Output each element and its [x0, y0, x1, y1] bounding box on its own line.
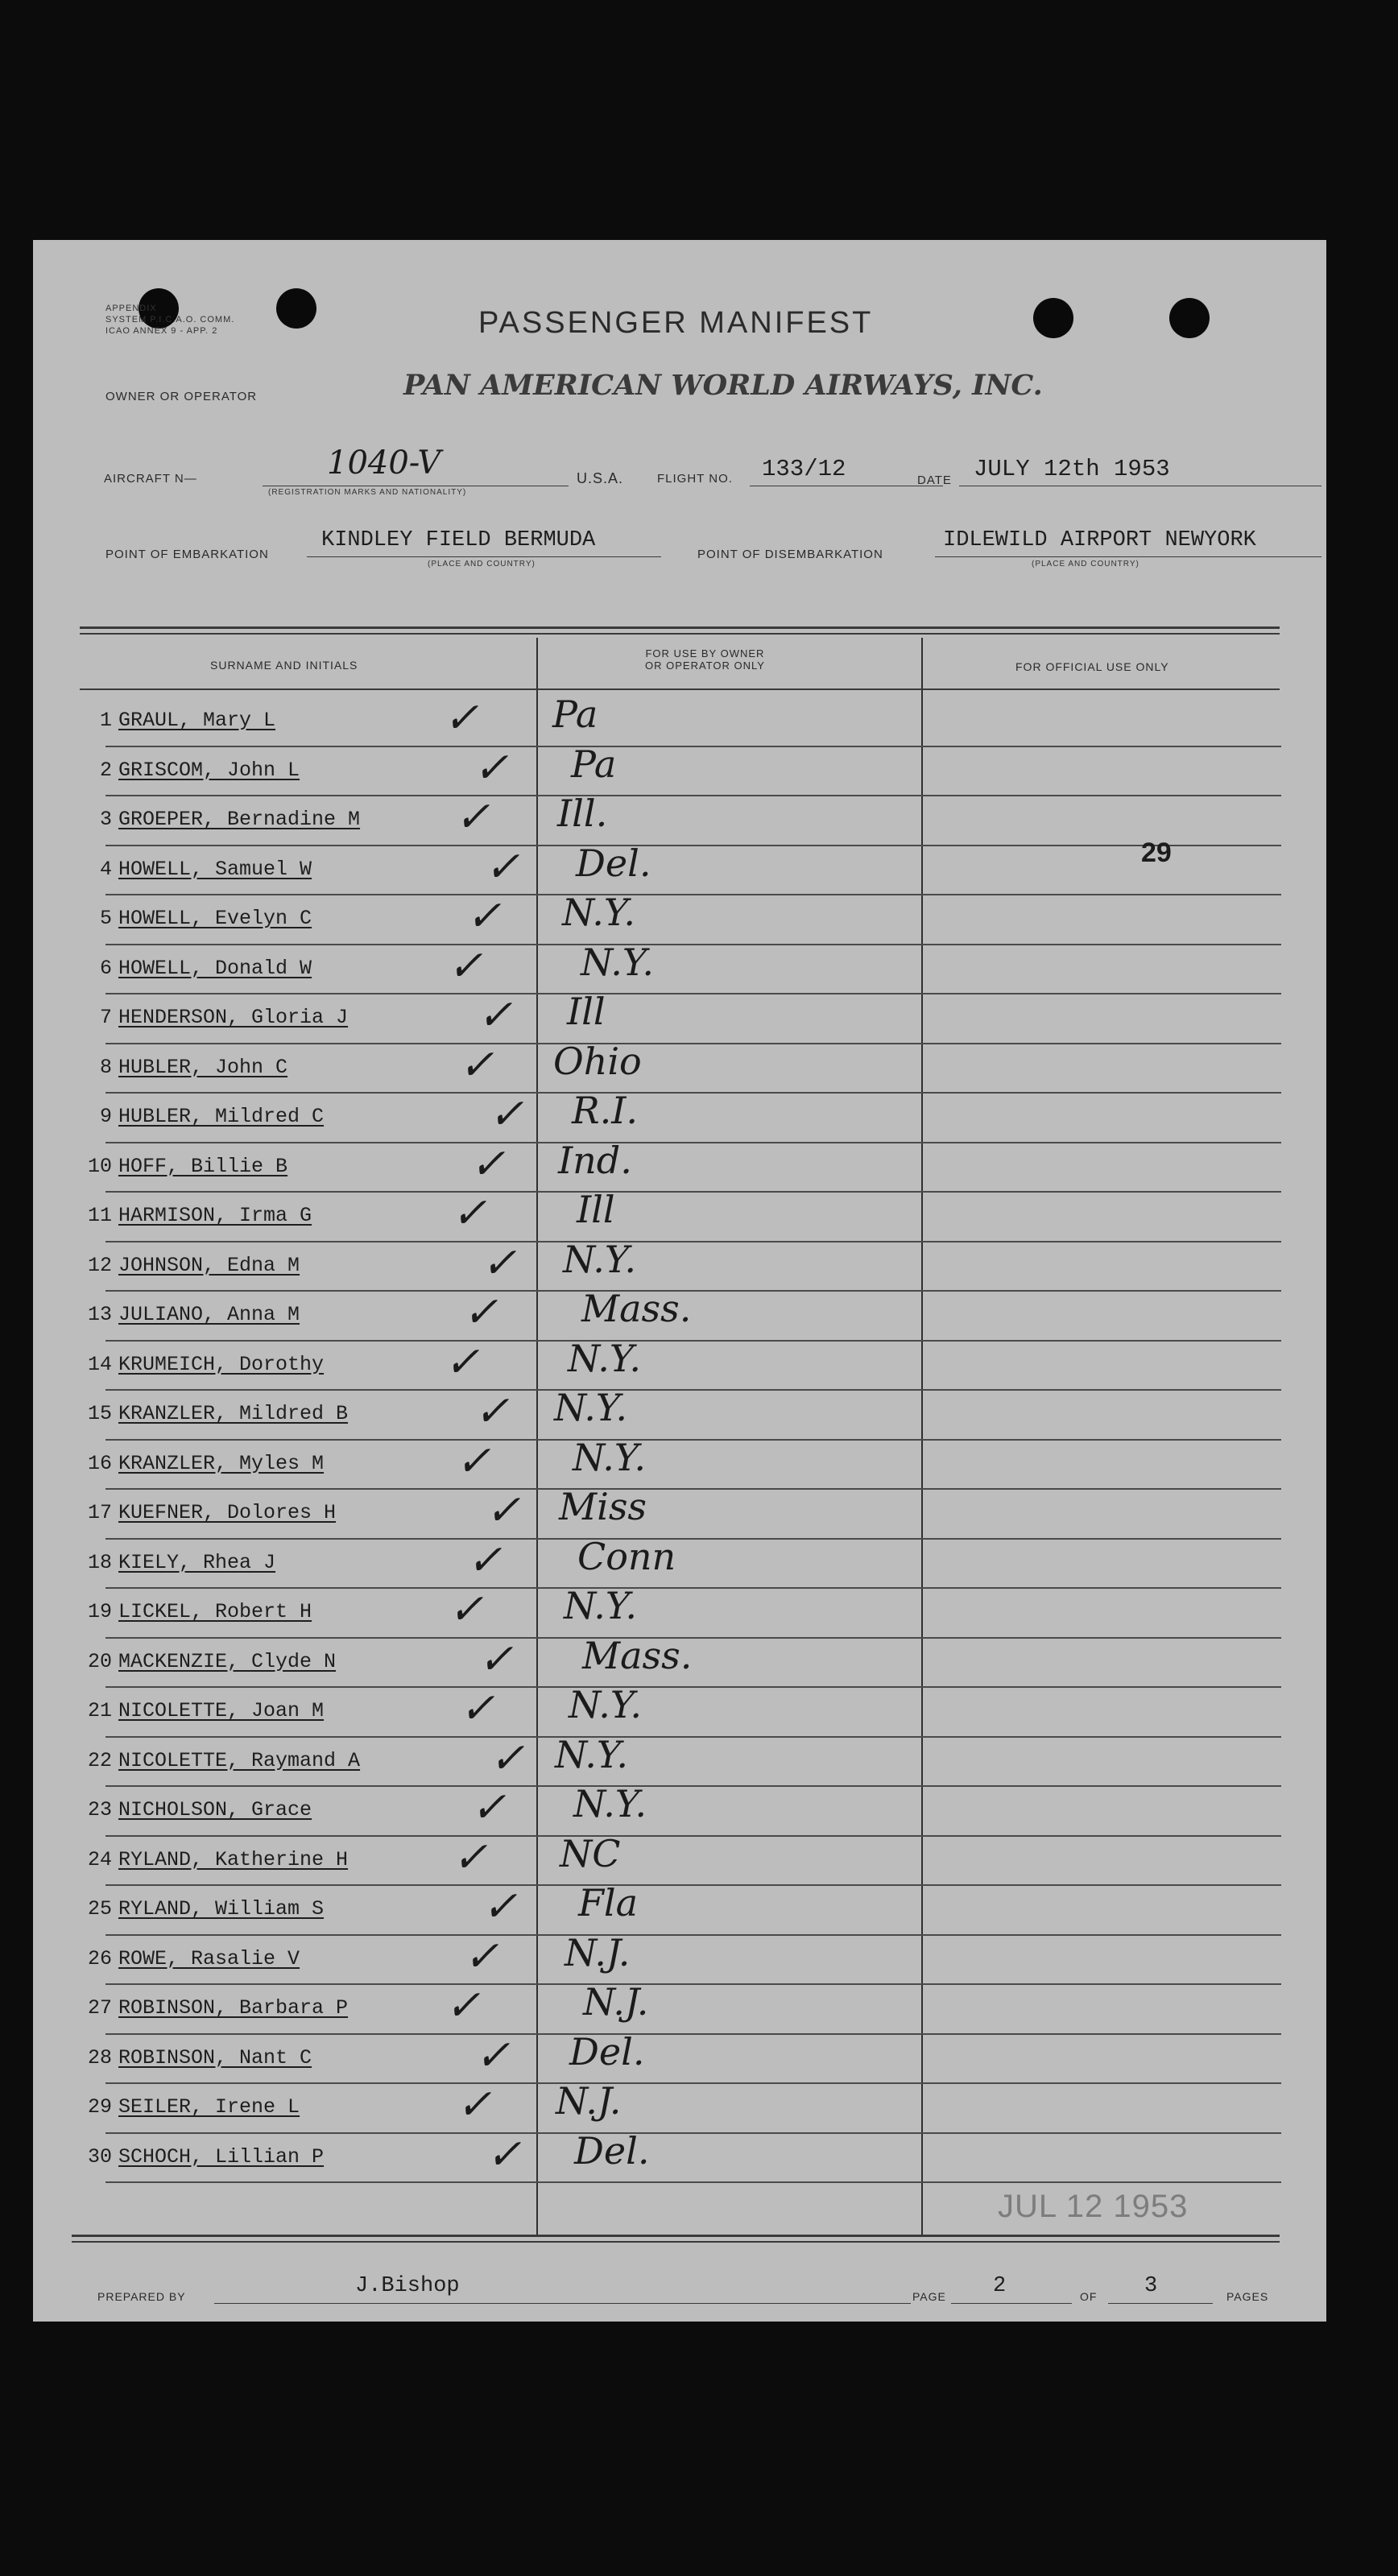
- punch-hole: [1033, 298, 1073, 338]
- passenger-state: Mass.: [581, 1287, 692, 1330]
- operator-name: PAN AMERICAN WORLD AIRWAYS, INC.: [403, 369, 1043, 402]
- manifest-sheet: [33, 240, 1326, 2322]
- check-mark-icon: ✓: [478, 1635, 514, 1684]
- table-row: [33, 693, 1326, 747]
- row-number: 7: [99, 1006, 112, 1029]
- passenger-state: Del.: [569, 2029, 645, 2074]
- embarkation-label: POINT OF EMBARKATION: [105, 548, 269, 561]
- passenger-name: RYLAND, William S: [118, 1897, 325, 1921]
- table-row: [33, 1831, 1326, 1887]
- passenger-state: Pa: [571, 742, 617, 786]
- check-mark-icon: ✓: [474, 743, 509, 792]
- table-row: [33, 1089, 1326, 1143]
- check-mark-icon: ✓: [448, 941, 483, 990]
- table-row: [33, 1237, 1326, 1292]
- check-mark-icon: ✓: [482, 1238, 517, 1288]
- column-header-name: SURNAME AND INITIALS: [210, 659, 358, 672]
- passenger-state: Ill: [577, 1188, 615, 1231]
- table-row: [33, 940, 1326, 995]
- check-mark-icon: ✓: [464, 1932, 499, 1981]
- check-mark-icon: ✓: [475, 2031, 511, 2080]
- row-number: 27: [87, 1996, 112, 2020]
- passenger-name: NICHOLSON, Grace: [118, 1798, 312, 1821]
- passenger-state: Miss: [559, 1485, 647, 1528]
- passenger-state: Pa: [552, 693, 598, 736]
- embarkation-value: KINDLEY FIELD BERMUDA: [321, 528, 596, 552]
- passenger-name: HOWELL, Evelyn C: [118, 907, 312, 930]
- check-mark-icon: ✓: [471, 1784, 507, 1832]
- table-row: [33, 1584, 1326, 1639]
- row-number: 2: [99, 758, 112, 782]
- table-row: [33, 990, 1326, 1044]
- row-number: 6: [99, 956, 112, 980]
- passenger-name: SCHOCH, Lillian P: [118, 2144, 325, 2169]
- row-number: 8: [99, 1055, 112, 1079]
- date-value: JULY 12th 1953: [974, 456, 1170, 482]
- column-header-owner-use: FOR USE BY OWNER OR OPERATOR ONLY: [645, 647, 765, 672]
- row-number: 11: [87, 1204, 112, 1227]
- passenger-state: Ill: [567, 990, 606, 1033]
- passenger-state: Conn: [577, 1534, 676, 1578]
- row-number: 13: [87, 1303, 112, 1326]
- column-header-official-use: FOR OFFICIAL USE ONLY: [1015, 660, 1169, 673]
- passenger-state: N.Y.: [563, 1237, 636, 1281]
- passenger-name: KRUMEICH, Dorothy: [118, 1352, 325, 1376]
- row-number: 16: [87, 1451, 112, 1475]
- passenger-state: N.Y.: [573, 1782, 647, 1826]
- passenger-name: HENDERSON, Gloria J: [118, 1006, 349, 1029]
- passenger-name: HOWELL, Samuel W: [118, 857, 312, 881]
- passenger-name: GRAUL, Mary L: [118, 709, 276, 732]
- table-row: [33, 2029, 1326, 2085]
- passenger-name: ROWE, Rasalie V: [118, 1946, 300, 1970]
- row-number: 25: [87, 1897, 112, 1921]
- row-number: 1: [99, 709, 112, 732]
- check-mark-icon: ✓: [463, 1288, 498, 1337]
- passenger-name: HOWELL, Donald W: [118, 956, 312, 980]
- aircraft-label: AIRCRAFT N—: [104, 472, 197, 486]
- passenger-state: Del.: [574, 2128, 650, 2173]
- passenger-name: KRANZLER, Myles M: [118, 1451, 325, 1475]
- table-row: [33, 1386, 1326, 1441]
- passenger-state: N.Y.: [564, 1584, 637, 1627]
- row-number: 4: [99, 857, 112, 881]
- passenger-name: GROEPER, Bernadine M: [118, 808, 361, 831]
- row-number: 30: [87, 2144, 112, 2169]
- passenger-state: Ill.: [557, 792, 608, 835]
- passenger-name: KUEFNER, Dolores H: [118, 1501, 337, 1524]
- date-label: DATE: [917, 473, 952, 487]
- table-row: [33, 1930, 1326, 1986]
- row-number: 10: [87, 1154, 112, 1178]
- row-number: 9: [99, 1105, 112, 1128]
- flight-value: 133/12: [762, 456, 846, 482]
- row-number: 28: [87, 2045, 112, 2069]
- row-number: 29: [87, 2095, 112, 2119]
- check-mark-icon: ✓: [489, 1090, 524, 1139]
- passenger-state: N.J.: [565, 1930, 631, 1974]
- table-row: [33, 2128, 1326, 2184]
- row-number: 5: [99, 907, 112, 930]
- passenger-state: N.J.: [556, 2079, 622, 2123]
- check-mark-icon: ✓: [466, 892, 502, 941]
- table-row: [33, 792, 1326, 846]
- row-number: 21: [87, 1699, 112, 1722]
- check-mark-icon: ✓: [456, 1437, 491, 1486]
- row-number: 20: [87, 1649, 112, 1673]
- row-number: 14: [87, 1352, 112, 1376]
- passenger-state: Ind.: [558, 1138, 632, 1182]
- punch-hole: [276, 288, 316, 329]
- place-note-disembark: (PLACE AND COUNTRY): [1032, 560, 1139, 569]
- check-mark-icon: ✓: [486, 1486, 521, 1535]
- passenger-state: N.Y.: [573, 1435, 646, 1479]
- passenger-state: N.Y.: [562, 891, 635, 934]
- passenger-name: HARMISON, Irma G: [118, 1204, 312, 1227]
- row-divider: [105, 2181, 1281, 2183]
- passenger-state: N.Y.: [568, 1336, 641, 1380]
- passenger-state: N.Y.: [569, 1683, 642, 1726]
- check-mark-icon: ✓: [486, 2130, 522, 2179]
- check-mark-icon: ✓: [460, 1685, 495, 1733]
- pages-total: 3: [1144, 2274, 1158, 2298]
- passenger-state: Fla: [578, 1881, 639, 1925]
- date-stamp: JUL 12 1953: [998, 2189, 1189, 2224]
- passenger-name: MACKENZIE, Clyde N: [118, 1649, 337, 1673]
- table-row: [33, 1039, 1326, 1094]
- passenger-state: Del.: [576, 841, 651, 885]
- punch-hole: [1169, 298, 1210, 338]
- table-row: [33, 1881, 1326, 1936]
- table-row: [33, 1336, 1326, 1391]
- check-mark-icon: ✓: [474, 1387, 510, 1436]
- row-number: 22: [87, 1748, 112, 1772]
- table-row: [33, 891, 1326, 945]
- prepared-by-label: PREPARED BY: [97, 2290, 186, 2303]
- table-row: [33, 841, 1326, 896]
- table-row: [33, 1980, 1326, 2035]
- passenger-name: ROBINSON, Barbara P: [118, 1996, 349, 2020]
- table-row: [33, 1782, 1326, 1837]
- table-row: [33, 2079, 1326, 2134]
- prepared-by-value: J.Bishop: [355, 2274, 460, 2298]
- check-mark-icon: ✓: [478, 991, 513, 1040]
- of-label: OF: [1080, 2290, 1098, 2303]
- row-number: 12: [87, 1253, 112, 1277]
- row-number: 15: [87, 1402, 112, 1425]
- passenger-name: KRANZLER, Mildred B: [118, 1402, 349, 1425]
- passenger-state: N.Y.: [581, 940, 654, 984]
- page-value: 2: [993, 2274, 1007, 2298]
- check-mark-icon: ✓: [485, 842, 520, 891]
- passenger-state: N.J.: [583, 1980, 649, 2024]
- page-title: PASSENGER MANIFEST: [478, 306, 874, 340]
- check-mark-icon: ✓: [445, 1338, 480, 1387]
- check-mark-icon: ✓: [490, 1734, 525, 1783]
- flight-label: FLIGHT NO.: [657, 472, 733, 486]
- table-row: [33, 1683, 1326, 1738]
- passenger-state: R.I.: [572, 1089, 639, 1132]
- passenger-name: LICKEL, Robert H: [118, 1600, 312, 1623]
- check-mark-icon: ✓: [449, 1586, 484, 1634]
- row-number: 24: [87, 1847, 112, 1871]
- passenger-name: GRISCOM, John L: [118, 758, 300, 782]
- passenger-state: NC: [560, 1831, 621, 1875]
- pages-label: PAGES: [1226, 2290, 1269, 2303]
- row-number: 3: [99, 808, 112, 831]
- check-mark-icon: ✓: [452, 1189, 487, 1238]
- place-note-embark: (PLACE AND COUNTRY): [428, 560, 536, 569]
- table-row: [33, 1633, 1326, 1689]
- table-row: [33, 1138, 1326, 1193]
- row-number: 19: [87, 1600, 112, 1623]
- table-row: [33, 1732, 1326, 1788]
- disembarkation-label: POINT OF DISEMBARKATION: [697, 548, 883, 561]
- official-count: 29: [1141, 837, 1172, 868]
- passenger-name: HUBLER, Mildred C: [118, 1105, 325, 1128]
- corner-note: APPENDIX SYSTEM P.I.C.A.O. COMM. ICAO ANNEX 9 - APP. 2: [105, 304, 235, 336]
- check-mark-icon: ✓: [457, 2081, 492, 2129]
- check-mark-icon: ✓: [445, 1982, 481, 2030]
- passenger-name: SEILER, Irene L: [118, 2095, 300, 2119]
- passenger-state: N.Y.: [554, 1386, 627, 1429]
- passenger-name: ROBINSON, Nant C: [118, 2045, 312, 2069]
- disembarkation-value: IDLEWILD AIRPORT NEWYORK: [943, 528, 1256, 552]
- check-mark-icon: ✓: [467, 1536, 503, 1585]
- aircraft-value: 1040-V: [327, 444, 441, 482]
- check-mark-icon: ✓: [444, 694, 479, 742]
- passenger-name: NICOLETTE, Raymand A: [118, 1748, 361, 1772]
- row-number: 26: [87, 1946, 112, 1970]
- registration-note: (REGISTRATION MARKS AND NATIONALITY): [268, 488, 467, 497]
- passenger-state: N.Y.: [555, 1732, 628, 1776]
- passenger-name: KIELY, Rhea J: [118, 1550, 276, 1574]
- row-number: 18: [87, 1550, 112, 1574]
- check-mark-icon: ✓: [482, 1883, 518, 1931]
- table-row: [33, 1485, 1326, 1540]
- table-row: [33, 1435, 1326, 1491]
- table-row: [33, 742, 1326, 797]
- row-number: 17: [87, 1501, 112, 1524]
- check-mark-icon: ✓: [459, 1040, 494, 1090]
- passenger-name: RYLAND, Katherine H: [118, 1847, 349, 1871]
- row-number: 23: [87, 1798, 112, 1821]
- table-row: [33, 1534, 1326, 1590]
- check-mark-icon: ✓: [455, 793, 490, 841]
- passenger-name: NICOLETTE, Joan M: [118, 1699, 325, 1722]
- passenger-name: JULIANO, Anna M: [118, 1303, 300, 1326]
- check-mark-icon: ✓: [453, 1833, 488, 1882]
- table-row: [33, 1188, 1326, 1243]
- passenger-state: Mass.: [582, 1633, 693, 1677]
- table-row: [33, 1287, 1326, 1342]
- check-mark-icon: ✓: [470, 1139, 506, 1189]
- passenger-name: HOFF, Billie B: [118, 1154, 288, 1178]
- passenger-state: Ohio: [553, 1039, 642, 1083]
- operator-label: OWNER OR OPERATOR: [105, 390, 258, 403]
- page-label: PAGE: [912, 2290, 946, 2303]
- country-label: U.S.A.: [577, 470, 624, 486]
- passenger-name: JOHNSON, Edna M: [118, 1253, 300, 1277]
- passenger-name: HUBLER, John C: [118, 1055, 288, 1079]
